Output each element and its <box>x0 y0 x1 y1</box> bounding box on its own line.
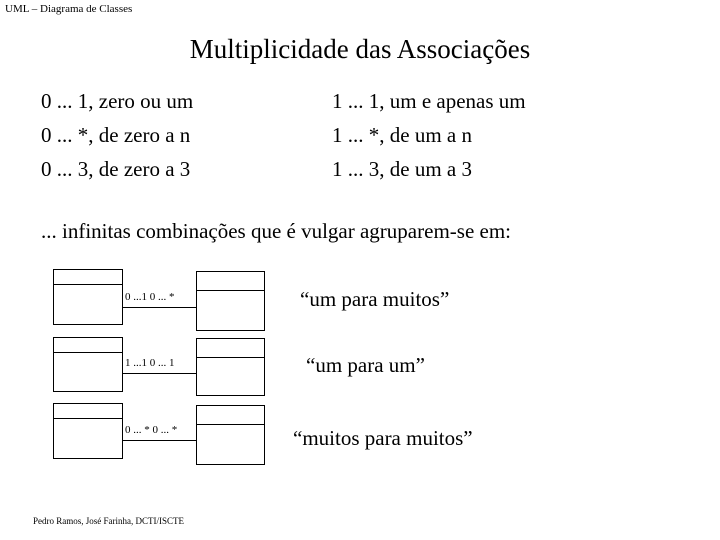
multiplicity-item: 1 ... 3, de um a 3 <box>332 157 472 181</box>
multiplicity-label: 0 ...1 0 ... * <box>125 291 175 303</box>
class-compartment-divider <box>54 352 122 353</box>
association-phrase: “um para um” <box>306 353 425 377</box>
class-box-left <box>53 337 123 392</box>
multiplicity-item: 1 ... 1, um e apenas um <box>332 89 526 113</box>
multiplicity-list-left <box>41 84 193 186</box>
multiplicity-item: 0 ... 1, zero ou um <box>41 89 194 113</box>
class-box-right <box>196 271 265 331</box>
class-box-left <box>53 403 123 459</box>
combinations-text: ... infinitas combinações que é vulgar agruparem-se em: <box>41 219 511 243</box>
association-phrase: “muitos para muitos” <box>293 426 473 450</box>
multiplicity-label: 1 ...1 0 ... 1 <box>125 357 175 369</box>
association-line <box>122 373 196 374</box>
multiplicity-item: 0 ... *, de zero a n <box>41 123 191 147</box>
class-compartment-divider <box>54 418 122 419</box>
class-compartment-divider <box>197 424 264 425</box>
association-line <box>122 440 196 441</box>
association-phrase: “um para muitos” <box>300 287 450 311</box>
slide-title: Multiplicidade das Associações <box>189 34 531 64</box>
slide-header: UML – Diagrama de Classes <box>5 3 133 15</box>
class-box-right <box>196 338 265 396</box>
class-box-right <box>196 405 265 465</box>
class-compartment-divider <box>197 357 264 358</box>
multiplicity-item: 0 ... 3, de zero a 3 <box>41 157 191 181</box>
class-compartment-divider <box>54 284 122 285</box>
multiplicity-item: 1 ... *, de um a n <box>332 123 472 147</box>
class-box-left <box>53 269 123 325</box>
association-line <box>122 307 196 308</box>
multiplicity-label: 0 ... * 0 ... * <box>125 424 178 436</box>
multiplicity-list-right <box>332 84 526 186</box>
slide-footer: Pedro Ramos, José Farinha, DCTI/ISCTE <box>33 516 184 526</box>
class-compartment-divider <box>197 290 264 291</box>
